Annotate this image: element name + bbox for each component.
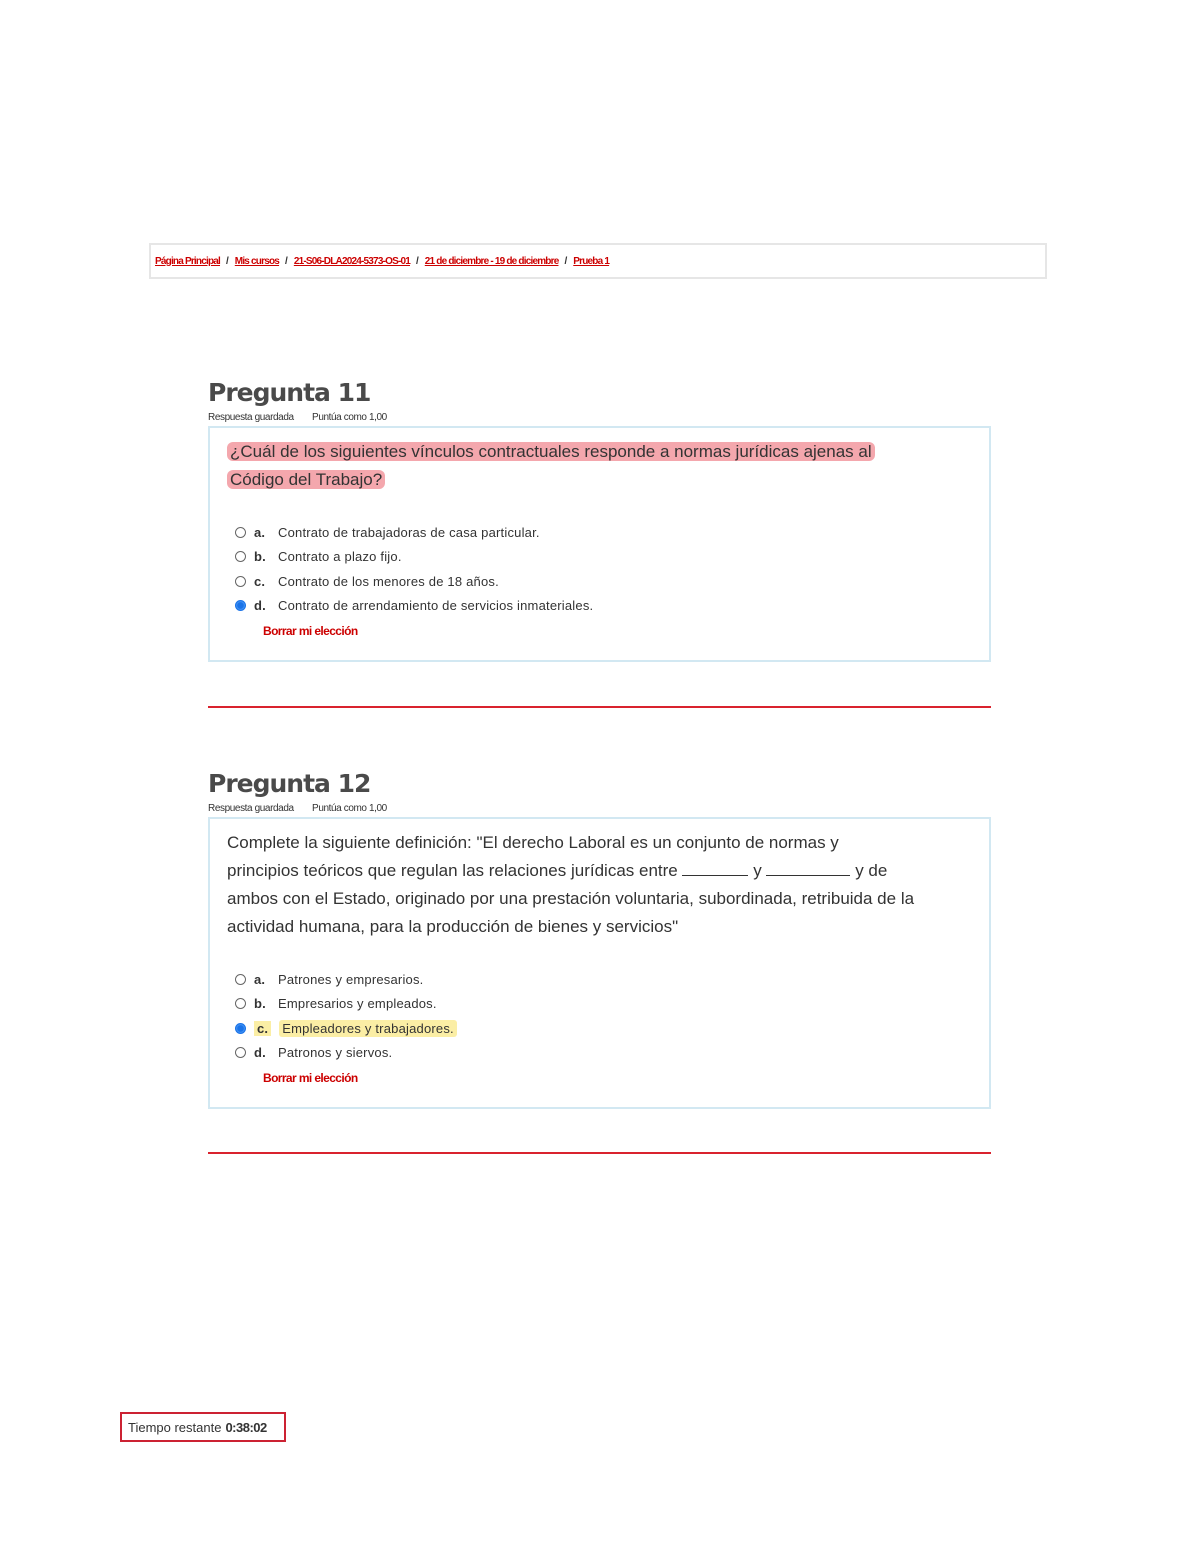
answer-letter: c. <box>254 573 266 589</box>
clear-choice-link[interactable]: Borrar mi elección <box>263 624 358 638</box>
answer-letter: a. <box>254 971 266 987</box>
answer-list <box>227 520 972 618</box>
answer-text: Patronos y siervos. <box>278 1045 393 1061</box>
radio-button[interactable] <box>235 551 246 562</box>
question-text-line: Código del Trabajo? <box>227 470 385 489</box>
breadcrumb-section-link[interactable]: 21 de diciembre - 19 de diciembre <box>424 255 559 267</box>
question-12 <box>208 769 991 1109</box>
breadcrumb-home-link[interactable]: Página Principal <box>155 255 221 267</box>
question-text-line: Complete la siguiente definición: "El derecho Laboral es un conjunto de normas y <box>227 833 839 852</box>
answer-letter: d. <box>254 1045 266 1061</box>
question-score: Puntúa como 1,00 <box>312 803 387 814</box>
breadcrumb-separator: / <box>416 255 419 267</box>
answer-text: Contrato a plazo fijo. <box>278 549 402 565</box>
answer-option-a[interactable] <box>235 967 972 992</box>
breadcrumb <box>149 243 1047 279</box>
fill-in-blank <box>766 859 850 876</box>
answer-letter: b. <box>254 549 266 565</box>
answer-letter: a. <box>254 524 266 540</box>
radio-button[interactable] <box>235 527 246 538</box>
time-remaining <box>120 1412 286 1442</box>
question-meta <box>208 412 991 426</box>
question-11 <box>208 378 991 662</box>
answer-list <box>227 967 972 1065</box>
timer-label: Tiempo restante <box>128 1419 222 1435</box>
question-text-line: y de <box>855 861 888 880</box>
answer-text: Patrones y empresarios. <box>278 971 424 987</box>
question-text-line: ambos con el Estado, originado por una prestación voluntaria, subordinada, retribuida de la <box>227 889 915 908</box>
question-box <box>208 817 991 1109</box>
question-box <box>208 426 991 662</box>
answer-option-c[interactable] <box>235 1016 972 1041</box>
answer-option-c[interactable] <box>235 569 972 594</box>
question-text <box>227 829 972 941</box>
breadcrumb-quiz-link[interactable]: Prueba 1 <box>573 255 610 267</box>
breadcrumb-my-courses-link[interactable]: Mis cursos <box>234 255 280 267</box>
answer-letter: c. <box>254 1021 271 1036</box>
question-status: Respuesta guardada <box>208 803 294 814</box>
answer-option-a[interactable] <box>235 520 972 545</box>
question-text-line: y <box>753 861 762 880</box>
question-divider <box>208 1152 991 1154</box>
timer-value: 0:38:02 <box>225 1419 267 1435</box>
answer-option-d[interactable] <box>235 594 972 619</box>
radio-button[interactable] <box>235 998 246 1009</box>
answer-option-b[interactable] <box>235 992 972 1017</box>
question-meta <box>208 803 991 817</box>
breadcrumb-separator: / <box>285 255 288 267</box>
answer-option-d[interactable] <box>235 1041 972 1066</box>
radio-button[interactable] <box>235 1047 246 1058</box>
answer-text: Contrato de los menores de 18 años. <box>278 573 499 589</box>
question-title: Pregunta 11 <box>208 378 371 407</box>
question-text-line: actividad humana, para la producción de bienes y servicios" <box>227 917 679 936</box>
radio-button[interactable] <box>235 974 246 985</box>
question-text-line: principios teóricos que regulan las relaciones jurídicas entre <box>227 861 678 880</box>
answer-letter: d. <box>254 598 266 614</box>
answer-text: Contrato de arrendamiento de servicios inmateriales. <box>278 598 594 614</box>
answer-text: Empleadores y trabajadores. <box>279 1020 457 1037</box>
question-status: Respuesta guardada <box>208 412 294 423</box>
answer-text: Empresarios y empleados. <box>278 996 437 1012</box>
question-divider <box>208 706 991 708</box>
radio-button-selected[interactable] <box>235 600 246 611</box>
question-text-line: ¿Cuál de los siguientes vínculos contractuales responde a normas jurídicas ajenas al <box>227 442 875 461</box>
breadcrumb-course-link[interactable]: 21-S06-DLA2024-5373-OS-01 <box>293 255 411 267</box>
radio-button-selected[interactable] <box>235 1023 246 1034</box>
answer-text: Contrato de trabajadoras de casa particular. <box>278 524 540 540</box>
question-score: Puntúa como 1,00 <box>312 412 387 423</box>
radio-button[interactable] <box>235 576 246 587</box>
clear-choice-link[interactable]: Borrar mi elección <box>263 1071 358 1085</box>
breadcrumb-separator: / <box>564 255 568 267</box>
answer-option-b[interactable] <box>235 545 972 570</box>
question-text <box>227 438 972 494</box>
answer-letter: b. <box>254 996 266 1012</box>
fill-in-blank <box>682 859 748 876</box>
breadcrumb-separator: / <box>226 255 229 267</box>
question-title: Pregunta 12 <box>208 769 371 798</box>
